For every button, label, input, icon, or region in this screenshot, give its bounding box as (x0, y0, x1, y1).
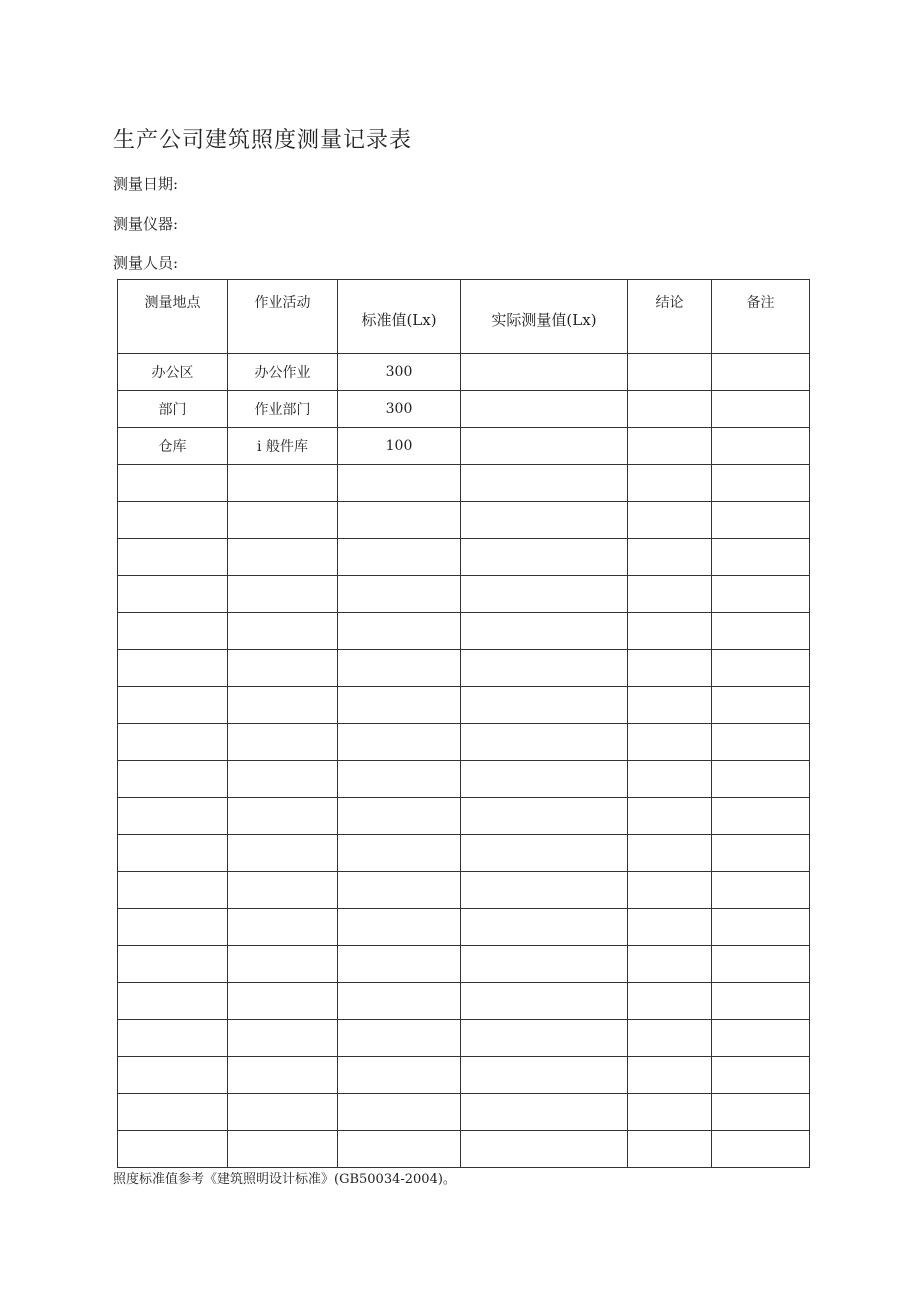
standard-value-cell (338, 835, 461, 872)
location-cell: 办公区 (118, 354, 228, 391)
standard-value-cell (338, 761, 461, 798)
location-cell (118, 650, 228, 687)
table-row (118, 1057, 810, 1094)
location-cell (118, 761, 228, 798)
activity-cell: 办公作业 (228, 354, 338, 391)
remarks-cell (712, 1131, 810, 1168)
table-row (118, 391, 810, 428)
remarks-cell (712, 465, 810, 502)
conclusion-cell (628, 798, 712, 835)
remarks-cell (712, 761, 810, 798)
table-row (118, 983, 810, 1020)
table-row (118, 576, 810, 613)
actual-value-cell (461, 798, 628, 835)
standard-value-cell (338, 909, 461, 946)
location-cell (118, 1020, 228, 1057)
activity-cell (228, 1057, 338, 1094)
activity-cell (228, 465, 338, 502)
location-cell (118, 946, 228, 983)
remarks-cell (712, 354, 810, 391)
remarks-cell (712, 872, 810, 909)
conclusion-cell (628, 687, 712, 724)
activity-cell (228, 1020, 338, 1057)
standard-value-cell (338, 872, 461, 909)
activity-cell (228, 724, 338, 761)
actual-value-cell (461, 835, 628, 872)
measurement-record-table (117, 279, 810, 1168)
standard-value-cell: 300 (338, 354, 461, 391)
actual-value-cell (461, 1131, 628, 1168)
remarks-cell (712, 1057, 810, 1094)
location-cell (118, 1057, 228, 1094)
table-row (118, 724, 810, 761)
header-activity: 作业活动 (228, 280, 338, 354)
standard-value-cell (338, 798, 461, 835)
activity-cell (228, 539, 338, 576)
standard-value-cell (338, 687, 461, 724)
actual-value-cell (461, 687, 628, 724)
actual-value-cell (461, 1094, 628, 1131)
remarks-cell (712, 946, 810, 983)
actual-value-cell (461, 946, 628, 983)
actual-value-cell (461, 354, 628, 391)
actual-value-cell (461, 613, 628, 650)
standard-value-cell: 100 (338, 428, 461, 465)
location-cell (118, 909, 228, 946)
activity-cell (228, 576, 338, 613)
conclusion-cell (628, 946, 712, 983)
conclusion-cell (628, 1020, 712, 1057)
actual-value-cell (461, 1057, 628, 1094)
conclusion-cell (628, 650, 712, 687)
location-cell (118, 502, 228, 539)
standard-value-cell (338, 539, 461, 576)
activity-cell (228, 650, 338, 687)
conclusion-cell (628, 391, 712, 428)
location-cell (118, 798, 228, 835)
conclusion-cell (628, 872, 712, 909)
conclusion-cell (628, 465, 712, 502)
table-row (118, 465, 810, 502)
measurement-instrument-label: 测量仪器: (113, 215, 179, 233)
conclusion-cell (628, 428, 712, 465)
remarks-cell (712, 983, 810, 1020)
location-cell (118, 872, 228, 909)
header-remarks: 备注 (712, 280, 810, 354)
conclusion-cell (628, 983, 712, 1020)
location-cell (118, 1094, 228, 1131)
table-row (118, 428, 810, 465)
conclusion-cell (628, 539, 712, 576)
standard-value-cell (338, 613, 461, 650)
table-row (118, 835, 810, 872)
activity-cell (228, 502, 338, 539)
activity-cell (228, 687, 338, 724)
location-cell (118, 724, 228, 761)
remarks-cell (712, 576, 810, 613)
location-cell (118, 1131, 228, 1168)
location-cell: 仓库 (118, 428, 228, 465)
standard-value-cell (338, 465, 461, 502)
page-title: 生产公司建筑照度测量记录表 (113, 128, 413, 153)
measurement-staff-label: 测量人员: (113, 254, 179, 272)
remarks-cell (712, 687, 810, 724)
conclusion-cell (628, 502, 712, 539)
actual-value-cell (461, 650, 628, 687)
standard-value-cell (338, 576, 461, 613)
table-row (118, 687, 810, 724)
remarks-cell (712, 909, 810, 946)
activity-cell (228, 613, 338, 650)
location-cell (118, 539, 228, 576)
actual-value-cell (461, 872, 628, 909)
standard-value-cell (338, 946, 461, 983)
table-row (118, 650, 810, 687)
table-header-row (118, 280, 810, 354)
remarks-cell (712, 650, 810, 687)
standard-value-cell (338, 650, 461, 687)
remarks-cell (712, 428, 810, 465)
activity-cell (228, 798, 338, 835)
remarks-cell (712, 1020, 810, 1057)
conclusion-cell (628, 1094, 712, 1131)
activity-cell (228, 835, 338, 872)
table-row (118, 1094, 810, 1131)
conclusion-cell (628, 1131, 712, 1168)
header-conclusion: 结论 (628, 280, 712, 354)
conclusion-cell (628, 761, 712, 798)
location-cell (118, 983, 228, 1020)
actual-value-cell (461, 391, 628, 428)
location-cell (118, 465, 228, 502)
remarks-cell (712, 613, 810, 650)
table-row (118, 761, 810, 798)
table-row (118, 613, 810, 650)
activity-cell: 作业部门 (228, 391, 338, 428)
table-row (118, 909, 810, 946)
remarks-cell (712, 724, 810, 761)
table-row (118, 539, 810, 576)
remarks-cell (712, 835, 810, 872)
standard-value-cell (338, 1131, 461, 1168)
actual-value-cell (461, 502, 628, 539)
table-row (118, 1131, 810, 1168)
table-row (118, 354, 810, 391)
actual-value-cell (461, 428, 628, 465)
activity-cell (228, 872, 338, 909)
actual-value-cell (461, 465, 628, 502)
activity-cell: i 般件库 (228, 428, 338, 465)
standard-value-cell (338, 983, 461, 1020)
standard-value-cell (338, 502, 461, 539)
activity-cell (228, 909, 338, 946)
standard-value-cell (338, 1057, 461, 1094)
standard-value-cell (338, 1020, 461, 1057)
actual-value-cell (461, 983, 628, 1020)
header-actual-value: 实际测量值(Lx) (461, 280, 628, 354)
location-cell (118, 576, 228, 613)
actual-value-cell (461, 724, 628, 761)
footnote: 照度标准值参考《建筑照明设计标准》(GB50034-2004)。 (113, 1172, 456, 1187)
measurement-date-label: 测量日期: (113, 175, 179, 193)
location-cell (118, 687, 228, 724)
table-row (118, 1020, 810, 1057)
activity-cell (228, 1094, 338, 1131)
conclusion-cell (628, 354, 712, 391)
actual-value-cell (461, 761, 628, 798)
remarks-cell (712, 539, 810, 576)
location-cell (118, 835, 228, 872)
actual-value-cell (461, 539, 628, 576)
conclusion-cell (628, 613, 712, 650)
conclusion-cell (628, 576, 712, 613)
table-row (118, 946, 810, 983)
actual-value-cell (461, 576, 628, 613)
actual-value-cell (461, 1020, 628, 1057)
table-row (118, 798, 810, 835)
standard-value-cell (338, 724, 461, 761)
remarks-cell (712, 1094, 810, 1131)
conclusion-cell (628, 909, 712, 946)
conclusion-cell (628, 1057, 712, 1094)
activity-cell (228, 946, 338, 983)
activity-cell (228, 761, 338, 798)
location-cell (118, 613, 228, 650)
header-standard-value: 标准值(Lx) (338, 280, 461, 354)
standard-value-cell (338, 1094, 461, 1131)
header-location: 测量地点 (118, 280, 228, 354)
location-cell: 部门 (118, 391, 228, 428)
remarks-cell (712, 391, 810, 428)
standard-value-cell: 300 (338, 391, 461, 428)
activity-cell (228, 1131, 338, 1168)
actual-value-cell (461, 909, 628, 946)
table-row (118, 872, 810, 909)
remarks-cell (712, 502, 810, 539)
table-row (118, 502, 810, 539)
remarks-cell (712, 798, 810, 835)
conclusion-cell (628, 835, 712, 872)
activity-cell (228, 983, 338, 1020)
conclusion-cell (628, 724, 712, 761)
